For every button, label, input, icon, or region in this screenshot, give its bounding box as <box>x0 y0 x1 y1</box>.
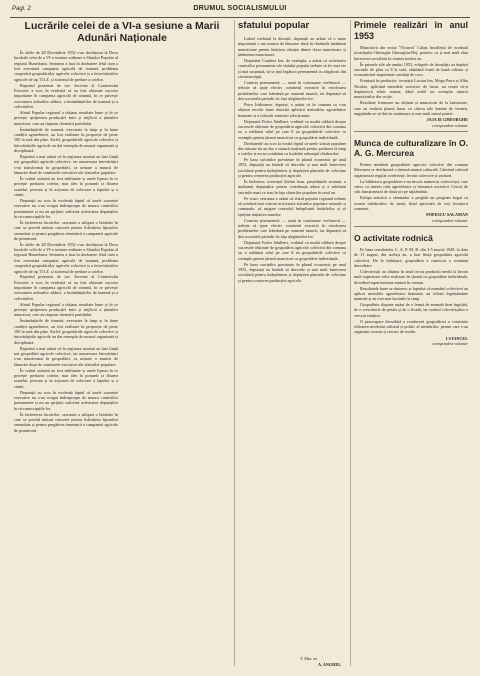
masthead: DRUMUL SOCIALISMULUI <box>193 5 287 12</box>
article-1 <box>14 20 230 660</box>
paragraph: Rezultatele bune se datoresc și faptului că membrii colectivei au aplicat metodele agrotehnice înaintate, au folosit îngrășăminte naturale și au executat lucrările la timp. <box>354 285 468 302</box>
section-rule <box>354 226 468 227</box>
paragraph: Pe scurt: sesiunea a arătat că sfatul popular regional trebuie să conducă mai concret activitatea sfaturilor populare raionale și comunale, să asigure controlul îndeplinirii hotărârilor și să sprijine inițiativa maselor. <box>238 195 346 217</box>
paragraph: Pe baza rezultatelor C. A. P. M. R. din 3-5 martie 1949, la data de 11 august, din același an, a luat ființă gospodăria agricolă colectivă. De la înființare, gospodăria a cunoscut o continuă dezvoltare. <box>354 246 468 268</box>
page-header <box>10 4 470 18</box>
footer-note: T. Mur. nr. <box>300 656 318 661</box>
section-rule <box>354 131 468 132</box>
article-3-signature-role: corespondent voluntar <box>432 122 468 128</box>
paragraph: Comisia permanentă — arată în continuare vorbitorul — trebuie să ajute efectiv comitetul executiv în rezolvarea problemelor care frământă pe oamenii muncii, iar deputații să dea socoteală periodic în fața alegătorilor lor. <box>238 217 346 239</box>
article-3-title: Primele realizări în anul 1953 <box>354 20 468 41</box>
paragraph: Deputatul Candrea Ion, de exemplu, a arătat că activitatea comisiilor permanente ale sfatului popular trebuie să fie mai vie și mai susținută, să se țină legătura permanentă cu alegătorii din circumscripții. <box>238 57 346 79</box>
paragraph: În zilele de 28 Decembrie 1952 s-au desfășurat la Deva lucrările celei de a VI-a sesiune ordinare a Sfatului Popular al regiunii Hunedoara. Sesiunea a luat în dezbatere felul cum a fost executată campania agricolă de toamnă, problema cooperării gospodăriilor agricole colective și a întovărășirilor agricole de tip T.O.Z. și sistemul de predare a cotelor. <box>14 50 118 82</box>
paragraph: În încheierea lucrărilor, sesiunea a adoptat o hotărâre în care se prevăd măsuri concrete pentru lichidarea lipsurilor semnalate și pentru pregătirea temeinică a campaniei agricole de primăvară. <box>14 219 118 241</box>
paragraph: În zilele de 28 Decembrie 1952 s-au desfășurat la Deva lucrările celei de a VI-a sesiune ordinare a Sfatului Popular al regiunii Hunedoara. Sesiunea a luat în dezbatere felul cum a fost executată campania agricolă de toamnă, problema cooperării gospodăriilor agricole colective și a întovărășirilor agricole de tip T.O.Z. și sistemul de predare a cotelor. <box>14 241 118 274</box>
paragraph: Rezultate frumoase au obținut și muncitorii de la laminoare, care au realizat planul lunar cu câteva zile înainte de termen, angajându-se să dea în continuare și mai mult metal patriei. <box>354 100 468 116</box>
paragraph: Raportul prezentat de tov. Secretar al Comitetului Executiv a scos în evidență că au fost obținute succese importante în campania agricolă de toamnă, în ce privește executarea arăturilor adânci, a însămânțărilor de toamnă și a colectărilor. <box>14 82 118 110</box>
paragraph: Dezbaterile au scos la iveală faptul că unele sfaturi populare din raioane nu au dus o muncă susținută pentru predarea la timp a cotelor și nu au combătut cu hotărâre sabotajul chiaburilor. <box>238 140 346 157</box>
article-2-title: sfatului popular <box>238 20 310 31</box>
paragraph: Echipa artistică a căminului a pregătit un program bogat cu ocazia sărbătorilor de iarnă, fiind apreciată de toți locuitorii comunei. <box>354 195 468 211</box>
column-divider <box>350 20 351 666</box>
article-5-title: O activitate rodnică <box>354 232 433 243</box>
paragraph: Sfatul Popular regional a obținut rezultate bune și în ce privește sprijinirea producției mici și mijlocii a țăranilor muncitori, care au răspuns chemării partidului. <box>14 109 118 126</box>
paragraph: Petru Iridioanea, deputat, a arătat că în comuna sa s-au obținut recolte bune datorită aplicării metodelor agrotehnice înaintate și a folosirii seminței selecționate. <box>238 101 346 118</box>
article-2-signature: A. ANGHEL <box>318 662 342 667</box>
right-column <box>354 20 468 672</box>
paragraph: Deputatul Fodor Adalbert, vorbind cu multă căldură despre succesele obținute de gospodăria agricolă colectivă din comuna sa, a subliniat rolul pe care îl au gospodăriile colective ca exemplu pentru țăranii muncitori cu gospodărie individuală. <box>238 118 346 140</box>
page-number: Pagi. 2 <box>12 6 31 12</box>
paragraph: Muncitorii din secția "Victoria" Călan, însuflețiți de cuvântul tovarășului Gheorghe Gheorghiu-Dej, pornesc cu și mai mult elan întrecerea socialistă în cinstea noului an. <box>354 45 468 61</box>
paragraph: Raportul prezentat de tov. Secretar al Comitetului Executiv a scos în evidență că au fost obținute succese importante în campania agricolă de toamnă, în ce privește executarea arăturilor adânci, a însămânțărilor de toamnă și a colectărilor. <box>14 274 118 301</box>
article-1-title: Lucrările celei de a VI-a sesiune a Marii Adunări Naționale <box>24 20 220 44</box>
paragraph: În încheierea lucrărilor, sesiunea a adoptat o hotărâre în care se prevăd măsuri concrete pentru lichidarea lipsurilor semnalate și pentru pregătirea temeinică a campaniei agricole de primăvară. <box>14 411 118 433</box>
paragraph: Însămânțările de toamnă, executate la timp și în bune condiții agrotehnice, au fost realizate în proporție de peste 100 la sută din plan. Astfel, gospodăriile agricole colective și întovărășirile agricole au dat exemplu de muncă organizată și disciplinată. <box>14 126 118 153</box>
paragraph: În cadrul sesiunii au fost subliniate și unele lipsuri în ce privește predarea cotelor, mai ales la porumb și floarea soarelui, precum și în acțiunea de colectare a laptelui și a cărnii. <box>14 175 118 197</box>
paragraph: Deputații au scos în evidență faptul că unele comitete executive nu s-au ocupat îndeaproape de munca comisiilor permanente și nu au sprijinit suficient activitatea deputaților în circumscripțiile lor. <box>14 389 118 411</box>
paragraph: Fruntașii în producție, tovarășii Lucian Ion, Moga Petru și Albu Nicolae, aplicând metodele sovietice de lucru, au reușit să-și depășească zilnic norma, dând astfel un exemplu tuturor muncitorilor din secție. <box>354 78 468 100</box>
paragraph: Luând cuvântul la discuții, deputații au arătat că o mare importanță o are munca de lămurire dusă în rândurile țărănimii muncitoare pentru întărirea alianței dintre clasa muncitoare și țărănimea muncitoare. <box>238 36 346 58</box>
paragraph: Deputatul Fodor Adalbert, vorbind cu multă căldură despre succesele obținute de gospodăria agricolă colectivă din comuna sa, a subliniat rolul pe care îl au gospodăriile colective ca exemplu pentru țăranii muncitori cu gospodărie individuală. <box>238 239 346 261</box>
paragraph: În primele zile ale anului 1953, echipele de furnaliști au depășit sarcinile de plan cu 8 la sută, obținând fontă de bună calitate și economisind importante cantități de cocs. <box>354 61 468 78</box>
paragraph: Gospodăria dispune astăzi de o fermă de animale bine îngrijită, de o crescătorie de păsări și de o livadă, iar venitul colectiviștilor a crescut simțitor. <box>354 302 468 318</box>
paragraph: Printre membrii gospodăriei agricole colective din comuna Mercurea se desfășoară o intensă muncă culturală. Căminul cultural organizează regulat conferințe, lecturi colective și șezători. <box>354 161 468 178</box>
article-2 <box>238 20 346 670</box>
article-4-signature-role: corespondent voluntar <box>432 217 468 223</box>
paragraph: La biblioteca gospodăriei s-au înscris numeroși colectiviști, care citesc cu interes cărți agrotehnice și literatură sovietică. Cercul de citit funcționează de două ori pe săptămână. <box>354 178 468 195</box>
paragraph: Pe baza sarcinilor prevăzute în planul economic pe anul 1953, deputații au hotărât să dezvolte și mai mult întrecerea socialistă pentru îndeplinirea și depășirea planului de colectare și pentru creșterea producției agricole. <box>238 157 346 179</box>
paragraph: Comisia permanentă — arată în continuare vorbitorul — trebuie să ajute efectiv comitetul executiv în rezolvarea problemelor care frământă pe oamenii muncii, iar deputații să dea socoteală periodic în fața alegătorilor lor. <box>238 79 346 101</box>
paragraph: Raportul a mai arătat că în regiunea noastră au luat ființă noi gospodării agricole colective, iar numeroase întovărășiri s-au transformat în gospodării, ca urmare a muncii de lămurire dusă de comitetele executive ale sfaturilor populare. <box>14 153 118 175</box>
article-5-signature: I STANCEL <box>445 335 468 341</box>
paragraph: În cadrul sesiunii au fost subliniate și unele lipsuri în ce privește predarea cotelor, mai ales la porumb și floarea soarelui, precum și în acțiunea de colectare a laptelui și a cărnii. <box>14 367 118 389</box>
paragraph: Raportul a mai arătat că în regiunea noastră au luat ființă noi gospodării agricole colective, iar numeroase întovărășiri s-au transformat în gospodării, ca urmare a muncii de lămurire dusă de comitetele executive ale sfaturilor populare. <box>14 345 118 367</box>
paragraph: Deputații au scos în evidență faptul că unele comitete executive nu s-au ocupat îndeaproape de munca comisiilor permanente și nu au sprijinit suficient activitatea deputaților în circumscripțiile lor. <box>14 197 118 219</box>
paragraph: Însămânțările de toamnă, executate la timp și în bune condiții agrotehnice, au fost realizate în proporție de peste 100 la sută din plan. Astfel, gospodăriile agricole colective și întovărășirile agricole au dat exemplu de muncă organizată și disciplinată. <box>14 318 118 345</box>
column-divider <box>234 20 235 666</box>
article-1-body <box>14 50 230 656</box>
paragraph: Colectiviștii au obținut în anul trecut producții medii la hectar mult superioare celor realizate de țăranii cu gospodărie individuală, dovedind superioritatea muncii în comun. <box>354 268 468 285</box>
article-4-title: Munca de culturalizare în O. A. G. Mercurea <box>354 137 468 158</box>
paragraph: Sfatul Popular regional a obținut rezultate bune și în ce privește sprijinirea producției mici și mijlocii a țăranilor muncitori, care au răspuns chemării partidului. <box>14 301 118 318</box>
article-3-signature: JAJA IE GHEORGHE <box>426 117 468 123</box>
paragraph: Pe baza sarcinilor prevăzute în planul economic pe anul 1953, deputații au hotărât să dezvolte și mai mult întrecerea socialistă pentru îndeplinirea și depășirea planului de colectare și pentru creșterea producției agricole. <box>238 261 346 283</box>
article-5-signature-role: corespondent voluntar <box>432 341 468 347</box>
article-4-signature: POPESCU SALAMAN <box>426 212 468 218</box>
paragraph: În încheiere, tovarășul Ștefan Ioan, președintele sesiunii, a mulțumit deputaților pentru contribuția adusă și a subliniat sarcinile mari ce stau în fața sfaturilor populare în noul an. <box>238 179 346 195</box>
paragraph: O preocupare deosebită a conducerii gospodăriei o constituie ridicarea nivelului cultural și politic al membrilor, pentru care s-au organizat cursuri și cercuri de studiu. <box>354 318 468 335</box>
